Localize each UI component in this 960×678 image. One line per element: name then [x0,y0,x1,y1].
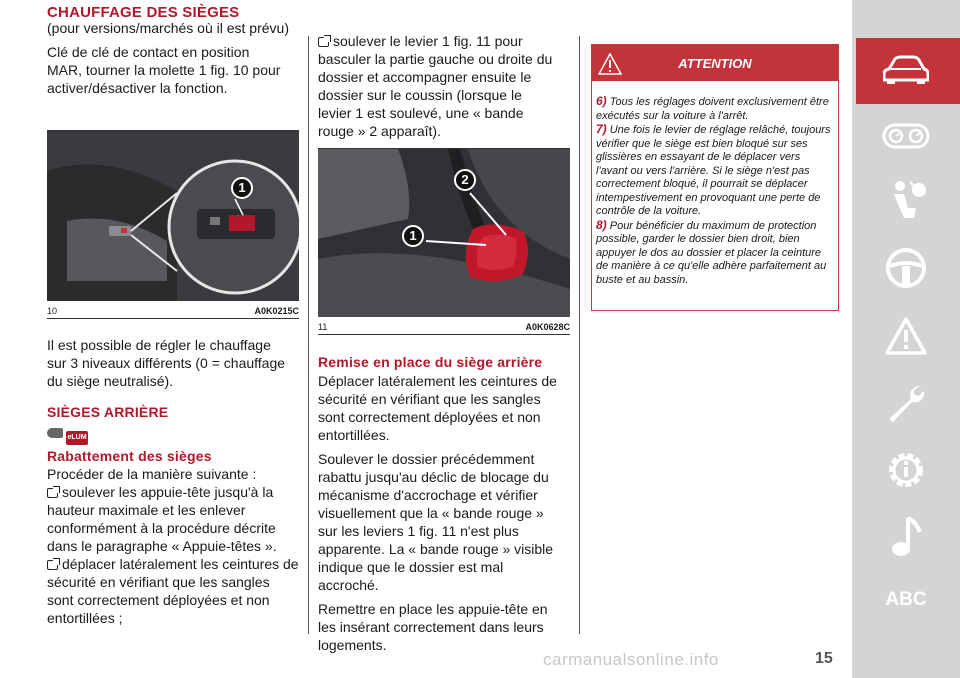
column-1-lower [47,336,299,627]
subheading-rabattement: Rabattement des sièges [47,448,212,464]
figure-11-caption [318,317,570,335]
heading-sieges-arriere: SIÈGES ARRIÈRE [47,404,169,420]
bullet-arrow-icon [47,488,58,498]
column-divider [308,36,309,634]
seat-heating-photo [47,131,299,301]
music-note-icon[interactable] [878,512,934,560]
dashboard-gauges-icon[interactable] [878,112,934,160]
bullet-item [47,555,299,627]
elum-indicator [47,426,299,442]
abc-index-tab[interactable] [878,576,934,624]
abc-label: ABC [885,589,927,610]
figure-10-caption [47,301,299,319]
figure-number: 10 [47,306,58,316]
figure-number: 11 [318,322,328,332]
version-note: (pour versions/marchés où il est prévu) [47,20,289,36]
rear-seat-illustration [318,149,570,317]
figure-code: A0K0215C [254,306,299,316]
warning-title: ATTENTION [678,56,752,71]
bullet-arrow-icon [47,560,58,570]
column-2-lower [318,354,570,660]
callout-1: 1 [402,225,424,247]
figure-11 [318,148,570,335]
figure-10 [47,130,299,319]
paragraph-appuie-tete: Remettre en place les appuie-tête en les insérant correctement dans leurs logements. [318,601,548,653]
warning-triangle-icon[interactable] [878,312,934,360]
warning-item-text: Tous les réglages doivent exclusivement être exécutés sur la voiture à l'arrêt. [596,96,829,122]
column-divider [579,36,580,634]
warning-box [591,44,839,311]
bullet-text: soulever le levier 1 fig. 11 pour basculer la partie gauche ou droite du dossier et accompagner ensuite le dossier sur le coussin (lorsque le levier 1 est soulevé, une « bande rouge » 2 apparaît). [318,33,553,139]
wrench-icon[interactable] [878,380,934,428]
warning-item-number: 8) [596,217,607,232]
warning-item-number: 6) [596,94,607,108]
rear-seat-photo [318,149,570,317]
paragraph-ceintures: Déplacer latéralement les ceintures de sécurité en vérifiant que les sangles sont correctement déployées et non entortillées. [318,373,557,443]
watermark: carmanualsonline.info [543,650,719,669]
bullet-arrow-icon [318,37,329,47]
figure-code: A0K0628C [525,322,570,332]
elum-badge: eLUM [66,431,88,445]
gear-info-icon[interactable] [878,446,934,494]
paragraph-dossier: Soulever le dossier précédemment rabattu jusqu'au déclic de blocage du mécanisme d'accrochage et vérifier visuellement que la « bande rouge » sur les leviers 1 fig. 11 n'est plus apparente. La « bande rouge » visible indique que le dossier est mal accroché. [318,451,554,593]
subheading-remise: Remise en place du siège arrière [318,354,543,370]
car-icon[interactable] [878,46,934,94]
warning-item [596,219,832,288]
page-number: 15 [815,650,833,667]
paragraph-levels: Il est possible de régler le chauffage sur 3 niveaux différents (0 = chauffage du siège neutralisé). [47,337,286,389]
paragraph-procedure: Procéder de la manière suivante : [47,466,257,482]
bullet-item [47,483,299,555]
warning-item [596,123,832,219]
seat-heating-illustration [47,131,299,301]
warning-content [592,81,838,287]
bullet-text: déplacer latéralement les ceintures de sécurité en vérifiant que les sangles sont correctement déployées et non entortillées ; [47,556,299,626]
warning-item-text: Pour bénéficier du maximum de protection possible, garder le dossier bien droit, bien appuyer le dos au dossier et placer la ceinture de manière à ce qu'elle adhère parfaitement au buste et au bassin. [596,219,827,286]
callout-2: 2 [454,169,476,191]
callout-1: 1 [231,177,253,199]
airbag-passenger-icon[interactable] [878,176,934,224]
column-2 [318,32,570,146]
hand-pointer-icon [47,428,63,438]
warning-item-text: Une fois le levier de réglage relâché, toujours vérifier que le siège est bien bloqué sur ses glissières en essayant de le déplacer vers l'avant ou vers l'arrière. Si le siège n'est pas correctement bloqué, il pourrait se déplacer intempestivement en provoquant une perte de contrôle de la voiture. [596,124,831,217]
steering-wheel-icon[interactable] [878,244,934,292]
warning-item [596,95,832,123]
paragraph-key: Clé de clé de contact en position MAR, tourner la molette 1 fig. 10 pour activer/désactiver la fonction. [47,44,281,96]
warning-item-number: 7) [596,122,607,136]
bullet-item [318,32,558,140]
bullet-text: soulever les appuie-tête jusqu'à la hauteur maximale et les enlever conformément à la procédure décrite dans le paragraphe « Appuie-têtes ». [47,484,277,554]
heading-chauffage: CHAUFFAGE DES SIÈGES [47,4,240,21]
warning-header [592,45,838,81]
